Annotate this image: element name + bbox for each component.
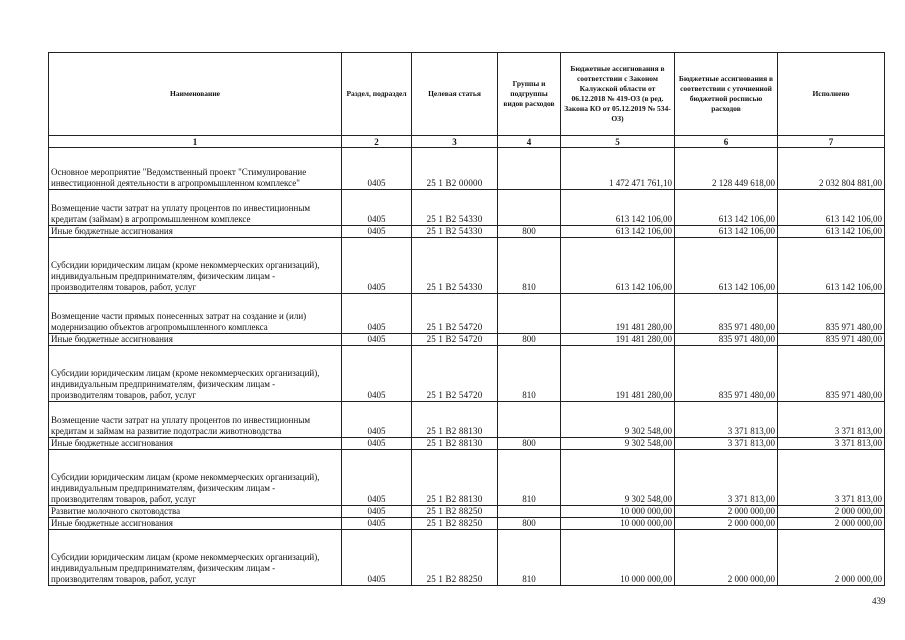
row-section: 0405 [342,506,412,518]
table-row [49,438,885,450]
row-executed: 613 142 106,00 [778,190,885,226]
row-law-allocation: 613 142 106,00 [561,190,675,226]
column-number: 5 [561,136,675,148]
column-number: 4 [498,136,561,148]
row-name: Возмещение части затрат на уплату процентов по инвестиционным кредитам (займам) в агропромышленном комплексе [49,190,342,226]
row-law-allocation: 10 000 000,00 [561,518,675,530]
row-name: Субсидии юридическим лицам (кроме некоммерческих организаций), индивидуальным предпринимателям, физическим лицам - производителям товаров, работ, услуг [49,530,342,586]
row-refined-allocation: 3 371 813,00 [675,450,778,506]
row-executed: 835 971 480,00 [778,334,885,346]
row-name: Развитие молочного скотоводства [49,506,342,518]
row-group [498,402,561,438]
row-target: 25 1 В2 88130 [412,438,498,450]
row-refined-allocation: 2 000 000,00 [675,530,778,586]
row-name: Иные бюджетные ассигнования [49,226,342,238]
row-refined-allocation: 835 971 480,00 [675,346,778,402]
row-name: Иные бюджетные ассигнования [49,518,342,530]
row-target: 25 1 В2 54720 [412,346,498,402]
row-law-allocation: 9 302 548,00 [561,450,675,506]
row-name: Субсидии юридическим лицам (кроме некоммерческих организаций), индивидуальным предпринимателям, физическим лицам - производителям товаров, работ, услуг [49,346,342,402]
row-target: 25 1 В2 00000 [412,148,498,190]
row-target: 25 1 В2 54720 [412,294,498,334]
row-section: 0405 [342,190,412,226]
row-target: 25 1 В2 54330 [412,226,498,238]
row-target: 25 1 В2 54330 [412,190,498,226]
budget-table [48,52,885,586]
row-section: 0405 [342,450,412,506]
row-group [498,294,561,334]
header-row [49,53,885,136]
row-group: 800 [498,438,561,450]
table-row [49,530,885,586]
row-refined-allocation: 835 971 480,00 [675,334,778,346]
row-group: 810 [498,238,561,294]
header-group: Группы и подгруппы видов расходов [498,53,561,136]
header-executed: Исполнено [778,53,885,136]
row-law-allocation: 9 302 548,00 [561,402,675,438]
row-law-allocation: 613 142 106,00 [561,226,675,238]
row-group [498,190,561,226]
table-row [49,226,885,238]
row-target: 25 1 В2 88250 [412,506,498,518]
row-group: 800 [498,226,561,238]
row-refined-allocation: 3 371 813,00 [675,402,778,438]
row-refined-allocation: 2 000 000,00 [675,518,778,530]
row-name: Иные бюджетные ассигнования [49,438,342,450]
table-row [49,190,885,226]
row-section: 0405 [342,530,412,586]
row-refined-allocation: 613 142 106,00 [675,190,778,226]
row-law-allocation: 191 481 280,00 [561,346,675,402]
row-law-allocation: 191 481 280,00 [561,294,675,334]
row-group: 810 [498,450,561,506]
row-law-allocation: 10 000 000,00 [561,530,675,586]
column-number: 3 [412,136,498,148]
row-executed: 835 971 480,00 [778,294,885,334]
row-executed: 3 371 813,00 [778,438,885,450]
row-law-allocation: 613 142 106,00 [561,238,675,294]
table-row [49,402,885,438]
row-executed: 2 032 804 881,00 [778,148,885,190]
table-row [49,294,885,334]
table-row [49,148,885,190]
table-row [49,334,885,346]
row-target: 25 1 В2 88250 [412,518,498,530]
row-executed: 3 371 813,00 [778,450,885,506]
row-target: 25 1 В2 88130 [412,450,498,506]
row-group: 810 [498,346,561,402]
row-executed: 835 971 480,00 [778,346,885,402]
row-name: Возмещение части прямых понесенных затрат на создание и (или) модернизацию объектов агропромышленного комплекса [49,294,342,334]
table-row [49,518,885,530]
row-refined-allocation: 613 142 106,00 [675,238,778,294]
row-target: 25 1 В2 88250 [412,530,498,586]
table-row [49,346,885,402]
row-section: 0405 [342,438,412,450]
row-name: Субсидии юридическим лицам (кроме некоммерческих организаций), индивидуальным предпринимателям, физическим лицам - производителям товаров, работ, услуг [49,238,342,294]
row-group [498,148,561,190]
column-number-row [49,136,885,148]
row-target: 25 1 В2 88130 [412,402,498,438]
row-section: 0405 [342,346,412,402]
row-executed: 2 000 000,00 [778,530,885,586]
row-name: Основное мероприятие "Ведомственный проект "Стимулирование инвестиционной деятельности в агропромышленном комплексе" [49,148,342,190]
row-target: 25 1 В2 54330 [412,238,498,294]
table-row [49,450,885,506]
row-group: 800 [498,334,561,346]
row-section: 0405 [342,148,412,190]
row-law-allocation: 10 000 000,00 [561,506,675,518]
row-law-allocation: 9 302 548,00 [561,438,675,450]
table-row [49,238,885,294]
column-number: 2 [342,136,412,148]
header-refined-allocation: Бюджетные ассигнования в соответствии с уточненной бюджетной росписью расходов [675,53,778,136]
row-refined-allocation: 3 371 813,00 [675,438,778,450]
row-group: 810 [498,530,561,586]
header-law-allocation: Бюджетные ассигнования в соответствии с Законом Калужской области от 06.12.2018 № 419-ОЗ (в ред. Закона КО от 05.12.2019 № 534-ОЗ) [561,53,675,136]
row-group [498,506,561,518]
row-name: Возмещение части затрат на уплату процентов по инвестиционным кредитам и займам на развитие подотрасли животноводства [49,402,342,438]
row-target: 25 1 В2 54720 [412,334,498,346]
table-row [49,506,885,518]
header-target: Целевая статья [412,53,498,136]
row-refined-allocation: 2 128 449 618,00 [675,148,778,190]
row-section: 0405 [342,518,412,530]
header-section: Раздел, подраздел [342,53,412,136]
row-section: 0405 [342,238,412,294]
row-refined-allocation: 835 971 480,00 [675,294,778,334]
column-number: 6 [675,136,778,148]
row-law-allocation: 1 472 471 761,10 [561,148,675,190]
row-law-allocation: 191 481 280,00 [561,334,675,346]
row-executed: 3 371 813,00 [778,402,885,438]
row-group: 800 [498,518,561,530]
row-refined-allocation: 2 000 000,00 [675,506,778,518]
column-number: 1 [49,136,342,148]
row-executed: 2 000 000,00 [778,506,885,518]
row-executed: 613 142 106,00 [778,238,885,294]
row-section: 0405 [342,334,412,346]
row-section: 0405 [342,226,412,238]
row-executed: 2 000 000,00 [778,518,885,530]
header-name: Наименование [49,53,342,136]
row-name: Иные бюджетные ассигнования [49,334,342,346]
row-name: Субсидии юридическим лицам (кроме некоммерческих организаций), индивидуальным предпринимателям, физическим лицам - производителям товаров, работ, услуг [49,450,342,506]
row-executed: 613 142 106,00 [778,226,885,238]
column-number: 7 [778,136,885,148]
page-number: 439 [872,596,886,606]
row-section: 0405 [342,402,412,438]
row-section: 0405 [342,294,412,334]
row-refined-allocation: 613 142 106,00 [675,226,778,238]
